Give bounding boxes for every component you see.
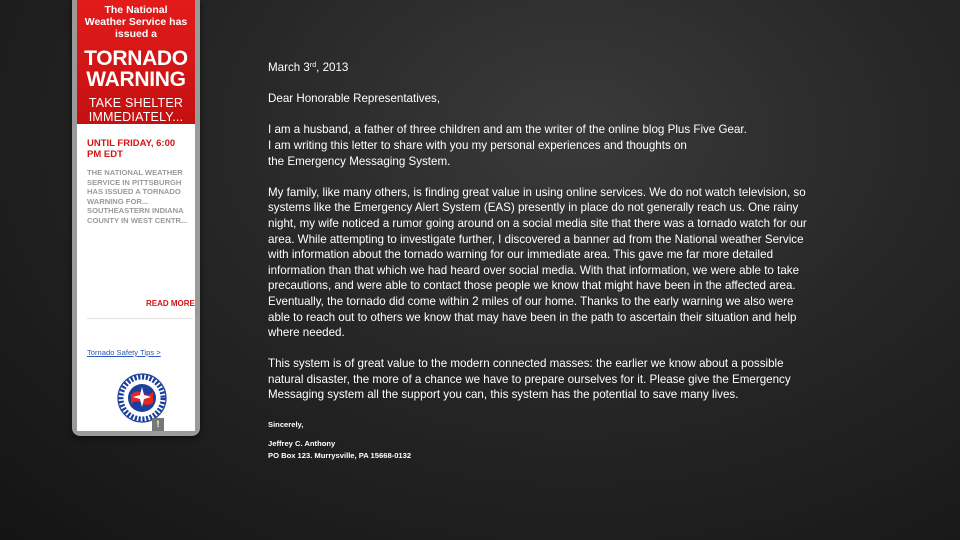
warning-header (77, 0, 195, 124)
tornado-warning-banner-ad[interactable] (72, 0, 200, 436)
alert-badge-icon: ! (152, 418, 164, 431)
tornado-safety-tips-link[interactable]: Tornado Safety Tips > (87, 348, 161, 357)
signature-address: PO Box 123. Murrysville, PA 15668-0132 (268, 450, 412, 460)
intro-line: I am a husband, a father of three children and am the writer of the online blog Plus Five Gear. (268, 123, 747, 137)
tornado-warning-headline: TORNADO WARNING (84, 47, 188, 91)
paragraph1-line: with information about the tornado warning for our immediate area. This gave me far more detailed (268, 248, 774, 262)
intro-line: the Emergency Messaging System. (268, 154, 451, 168)
warning-body-text: THE NATIONAL WEATHER SERVICE IN PITTSBURGH HAS ISSUED A TORNADO WARNING FOR... SOUTHEASTERN INDIANA COUNTY IN WEST CENTR... (87, 168, 188, 225)
paragraph1-line: area. While attempting to investigate further, I discovered a banner ad from the National weather Service (268, 232, 804, 246)
take-shelter-text: TAKE SHELTER IMMEDIATELY... (88, 96, 184, 124)
nws-seal-icon (117, 373, 167, 423)
paragraph2-line: Messaging system all the support you can, this system has the potential to save many lives. (268, 388, 739, 402)
letter (268, 60, 896, 462)
read-more-link[interactable]: READ MORE (146, 299, 195, 308)
paragraph1-line: information than that which we had heard over social media. With that information, we were able to take (268, 263, 800, 277)
letter-date: March 3rd, 2013 (268, 61, 349, 74)
paragraph1-line: able to reach out to others we know that may have been in the path to ascertain their situation and help (268, 310, 797, 324)
issued-text: The National Weather Service has issued a (84, 4, 188, 40)
paragraph2-line: This system is of great value to the modern connected masses: the earlier we know about a possible (268, 357, 784, 371)
warning-until-time: UNTIL FRIDAY, 6:00 PM EDT (87, 138, 176, 160)
paragraph1-line: My family, like many others, is finding great value in using online services. We do not watch television, so (268, 185, 806, 199)
divider (87, 318, 193, 319)
paragraph1-line: precautions, and were able to contact those people we know that might have been in the affected area. (268, 279, 796, 293)
closing: Sincerely, (268, 419, 304, 429)
intro-line: I am writing this letter to share with you my personal experiences and thoughts on (268, 138, 687, 152)
paragraph1-line: Eventually, the tornado did come within 2 miles of our home. Thanks to the early warning we also were (268, 294, 794, 308)
banner-ad-content (77, 0, 195, 431)
paragraph2-line: natural disaster, the more of a chance we have to prepare ourselves for it. Please give the Emergency (268, 372, 791, 386)
paragraph1-line: night, my wife noticed a rumor going around on a social media site that there was a tornado watch for our (268, 216, 807, 230)
salutation: Dear Honorable Representatives, (268, 92, 441, 106)
signature-name: Jeffrey C. Anthony (268, 438, 336, 448)
paragraph1-line: where needed. (268, 326, 345, 340)
paragraph1-line: systems like the Emergency Alert System (EAS) presently in place do not generally reach us. One rainy (268, 201, 799, 215)
